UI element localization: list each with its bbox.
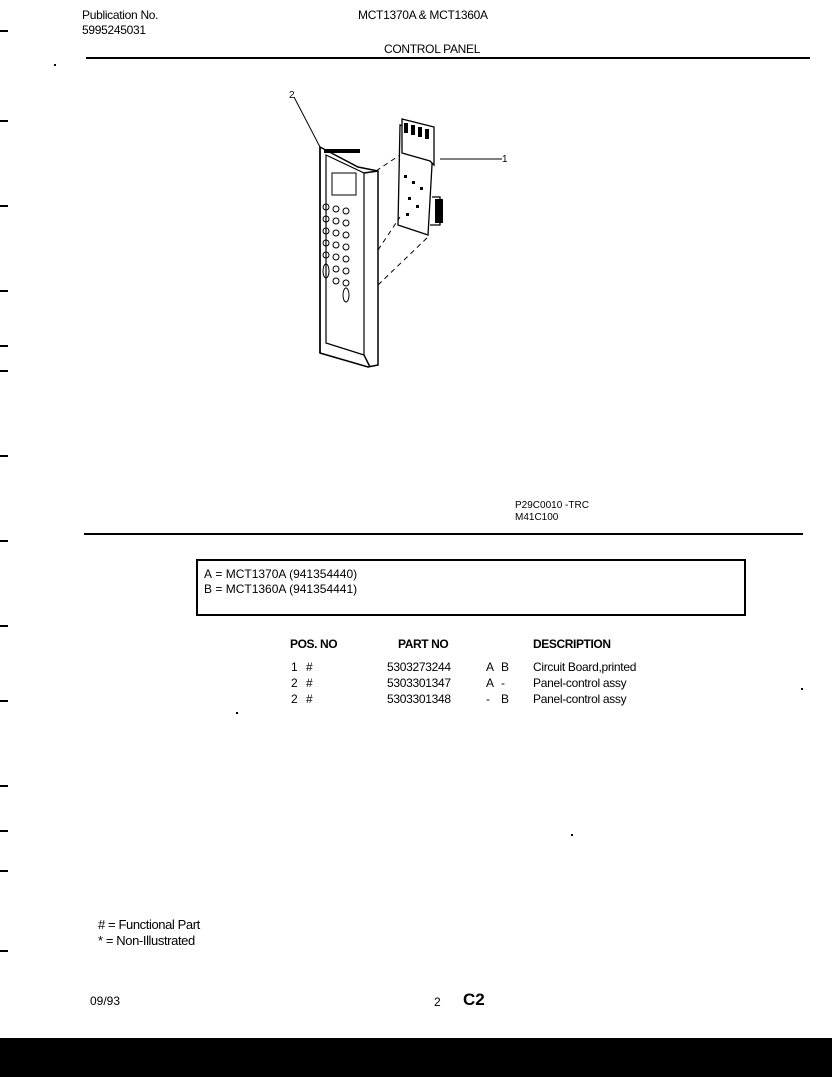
row-model-a: A [486, 660, 494, 674]
row-pos: 1 [291, 660, 298, 674]
model-numbers: MCT1370A & MCT1360A [358, 8, 488, 22]
row-description: Panel-control assy [533, 692, 627, 706]
callout-1: 1 [502, 154, 508, 165]
scan-speck [236, 712, 238, 714]
row-model-b: B [501, 692, 509, 706]
model-legend [196, 559, 746, 616]
row-part-number: 5303301348 [387, 692, 451, 706]
row-functional-mark: # [306, 692, 313, 706]
scan-speck [571, 834, 573, 836]
scan-bottom-border [0, 1038, 832, 1077]
legend-item-a: A = MCT1370A (941354440) [204, 567, 358, 581]
control-panel-drawing [320, 147, 378, 367]
diagram-rule [84, 533, 803, 535]
row-pos: 2 [291, 676, 298, 690]
row-model-b: - [501, 676, 505, 690]
drawing-code-1: P29C0010 -TRC [515, 500, 589, 511]
row-description: Circuit Board,printed [533, 660, 637, 674]
exploded-view-diagram [280, 85, 520, 375]
scan-edge-marks [0, 0, 8, 1040]
scan-speck [801, 688, 803, 690]
row-part-number: 5303273244 [387, 660, 451, 674]
callout-2: 2 [289, 90, 295, 101]
drawing-code-2: M41C100 [515, 512, 559, 523]
row-functional-mark: # [306, 660, 313, 674]
row-model-a: A [486, 676, 494, 690]
row-description: Panel-control assy [533, 676, 627, 690]
row-functional-mark: # [306, 676, 313, 690]
functional-part-note: # = Functional Part [98, 917, 200, 932]
row-model-a: - [486, 692, 490, 706]
column-header-description: DESCRIPTION [533, 637, 611, 651]
column-header-part: PART NO [398, 637, 449, 651]
page-code: C2 [463, 990, 485, 1009]
non-illustrated-note: * = Non-Illustrated [98, 933, 195, 948]
publication-label: Publication No. [82, 8, 159, 22]
legend-item-b: B = MCT1360A (941354441) [204, 582, 358, 596]
row-model-b: B [501, 660, 509, 674]
circuit-board-drawing [398, 119, 443, 235]
header-rule [86, 57, 810, 59]
page-number: 2 [434, 995, 441, 1009]
row-part-number: 5303301347 [387, 676, 451, 690]
scan-speck [54, 64, 56, 66]
footer-date: 09/93 [90, 994, 121, 1008]
column-header-pos: POS. NO [290, 637, 338, 651]
row-pos: 2 [291, 692, 298, 706]
publication-number: 5995245031 [82, 23, 146, 37]
section-title: CONTROL PANEL [384, 42, 481, 56]
